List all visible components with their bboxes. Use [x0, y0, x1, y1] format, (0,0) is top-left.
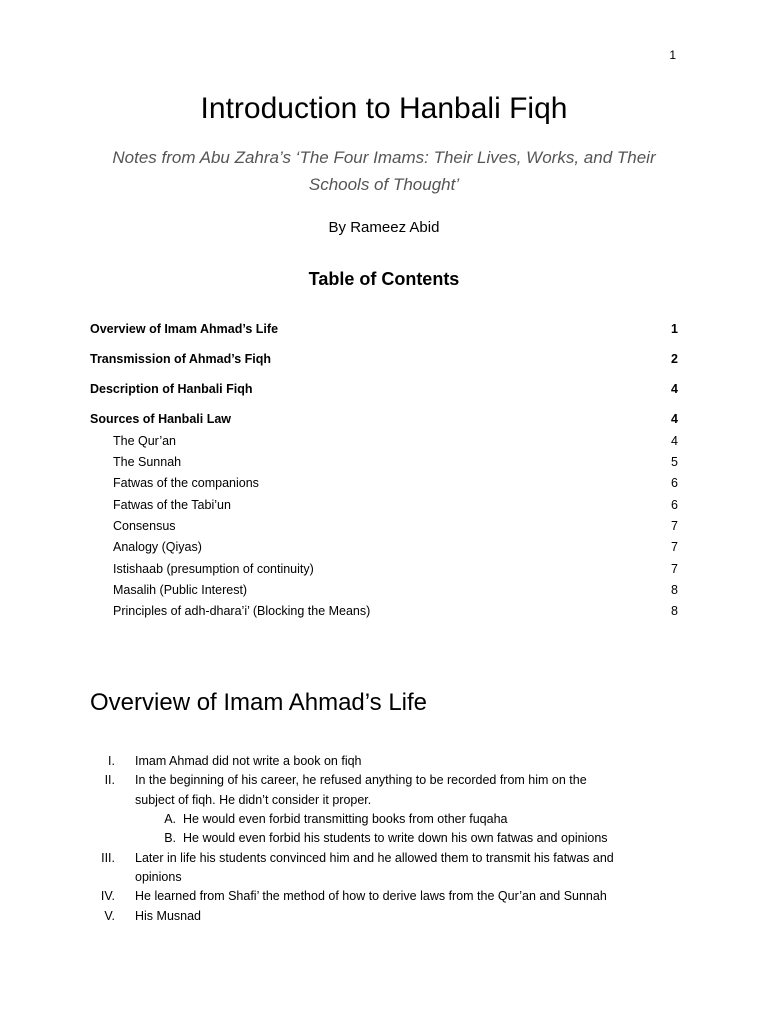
toc-entry-label: Principles of adh-dhara’i’ (Blocking the Means) — [113, 604, 371, 618]
toc-heading: Table of Contents — [308, 269, 460, 289]
toc-entry-page: 8 — [671, 583, 678, 597]
list-item-number: III. — [101, 851, 115, 865]
toc-entry-masalih[interactable] — [113, 582, 678, 598]
list-item-number: II. — [104, 773, 115, 787]
toc-entry-label: Istishaab (presumption of continuity) — [113, 562, 314, 576]
toc-entry-consensus[interactable] — [113, 518, 678, 534]
toc-entry-label: Sources of Hanbali Law — [90, 412, 232, 426]
toc-entry-label: Description of Hanbali Fiqh — [90, 382, 253, 396]
toc-entry-blocking-means[interactable] — [113, 603, 678, 619]
toc-entry-overview[interactable] — [90, 321, 678, 337]
toc-entry-page: 6 — [671, 476, 678, 490]
toc-entry-page: 5 — [671, 455, 678, 469]
toc-entry-label: Fatwas of the companions — [113, 476, 259, 490]
toc-entry-page: 4 — [671, 434, 678, 448]
toc-entry-label: Transmission of Ahmad’s Fiqh — [90, 352, 272, 366]
section-heading: Overview of Imam Ahmad’s Life — [90, 689, 428, 716]
toc-entry-page: 7 — [671, 562, 678, 576]
toc-entry-label: Analogy (Qiyas) — [113, 540, 202, 554]
toc-entry-label: Fatwas of the Tabi’un — [113, 498, 231, 512]
list-item-text: In the beginning of his career, he refused anything to be recorded from him on the — [135, 773, 587, 787]
toc-entry-page: 8 — [671, 604, 678, 618]
toc-entry-description[interactable] — [90, 381, 678, 397]
toc-entry-page: 1 — [671, 322, 678, 336]
toc-entry-page: 2 — [671, 352, 678, 366]
list-item-text: He would even forbid his students to write down his own fatwas and opinions — [183, 831, 608, 845]
toc-entry-page: 7 — [671, 519, 678, 533]
author-line: By Rameez Abid — [328, 219, 440, 236]
toc-entry-label: Masalih (Public Interest) — [113, 583, 248, 597]
page-number: 1 — [669, 48, 676, 62]
toc-entry-label: The Qur’an — [113, 434, 176, 448]
toc-entry-label: Consensus — [113, 519, 176, 533]
toc-entry-sources[interactable] — [90, 411, 678, 427]
toc-entry-label: Overview of Imam Ahmad’s Life — [90, 322, 279, 336]
toc-entry-label: The Sunnah — [113, 455, 182, 469]
list-item-number: I. — [108, 754, 115, 768]
list-item-text: He would even forbid transmitting books from other fuqaha — [183, 812, 508, 826]
toc-entry-page: 7 — [671, 540, 678, 554]
document-title: Introduction to Hanbali Fiqh — [200, 92, 568, 125]
toc-entry-istishaab[interactable] — [113, 561, 678, 577]
toc-entry-sunnah[interactable] — [113, 454, 678, 470]
list-item-text: His Musnad — [135, 909, 201, 923]
toc-entry-transmission[interactable] — [90, 351, 678, 367]
list-item-text: Later in life his students convinced him and he allowed them to transmit his fatwas and — [135, 851, 614, 865]
toc-entry-fatwas-tabiun[interactable] — [113, 497, 678, 513]
document-subtitle: Notes from Abu Zahra’s ‘The Four Imams: Their Lives, Works, and Their Schools of Thought’ — [112, 148, 656, 194]
list-item-number: A. — [164, 812, 176, 826]
list-item-text: He learned from Shafi’ the method of how to derive laws from the Qur’an and Sunnah — [135, 889, 607, 903]
list-item-number: IV. — [100, 889, 115, 903]
toc-entry-page: 6 — [671, 498, 678, 512]
list-item-text: Imam Ahmad did not write a book on fiqh — [135, 754, 362, 768]
list-item-number: B. — [164, 831, 176, 845]
toc-entry-fatwas-companions[interactable] — [113, 475, 678, 491]
list-item-text: subject of fiqh. He didn’t consider it proper. — [135, 793, 372, 807]
toc-entry-quran[interactable] — [113, 433, 678, 449]
list-item-number: V. — [104, 909, 115, 923]
toc-entry-page: 4 — [671, 412, 678, 426]
toc-entry-page: 4 — [671, 382, 678, 396]
list-item-text: opinions — [135, 870, 182, 884]
toc-entry-analogy[interactable] — [113, 539, 678, 555]
